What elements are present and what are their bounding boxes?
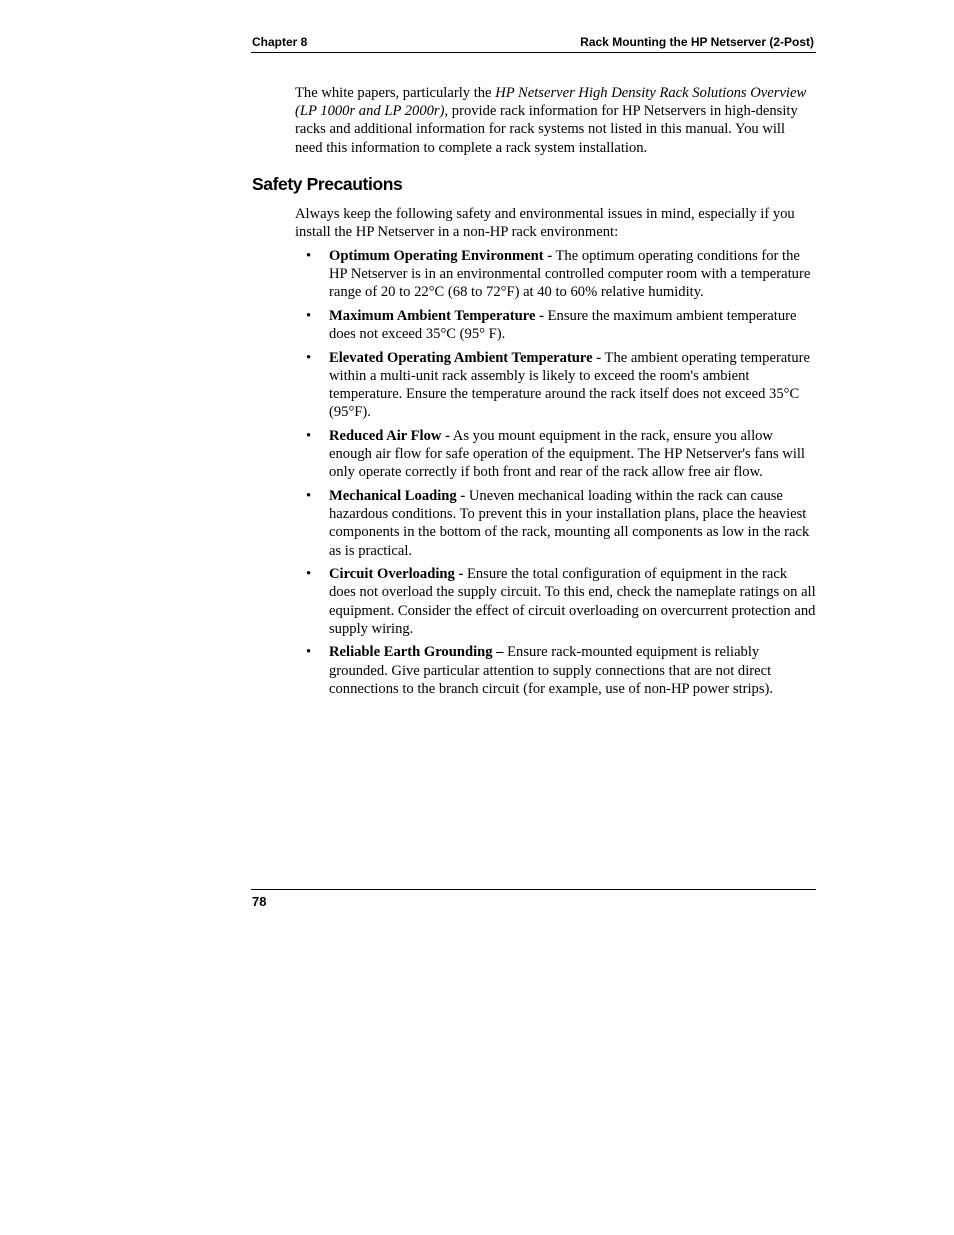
item-title: Maximum Ambient Temperature - <box>329 308 544 324</box>
white-paper-title: HP Netserver High Density Rack Solutions Overview (LP 1000r and LP 2000r) <box>295 85 807 120</box>
bullet-icon: • <box>306 308 312 324</box>
item-text: The ambient operating temperature within a multi-unit rack assembly is likely to exceed the room's ambient temperature. Ensure the temperature around the rack itself does not exceed 35°C (95°F). <box>329 349 810 421</box>
item-title: Reduced Air Flow - <box>329 428 450 444</box>
list-item <box>295 487 817 560</box>
item-text: Ensure rack-mounted equipment is reliably grounded. Give particular attention to supply connections that are not direct connections to the branch circuit (for example, use of non-HP power strips). <box>329 644 774 697</box>
list-item <box>295 427 817 482</box>
item-text: Uneven mechanical loading within the rack can cause hazardous conditions. To prevent this in your installation plans, place the heaviest components in the bottom of the rack, mounting all components as low in the rack as is practical. <box>329 488 810 559</box>
bullet-icon: • <box>306 349 312 366</box>
list-item <box>295 643 817 698</box>
bullet-icon: • <box>306 566 312 583</box>
item-title: Optimum Operating Environment - <box>329 248 553 264</box>
intro-lead-text: The white papers, particularly the <box>295 85 496 101</box>
bullet-icon: • <box>306 488 312 504</box>
item-title: Elevated Operating Ambient Temperature - <box>329 349 602 366</box>
page-header <box>251 34 816 53</box>
page-number: 78 <box>252 894 267 909</box>
chapter-label: Chapter 8 <box>252 35 308 49</box>
bullet-icon: • <box>306 644 312 661</box>
section-heading: Safety Precautions <box>252 174 403 194</box>
item-text: The optimum operating conditions for the HP Netserver is in an environmental controlled computer room with a temperature range of 20 to 22°C (68 to 72°F) at 40 to 60% relative humidity. <box>329 248 811 301</box>
item-title: Circuit Overloading - <box>329 566 464 583</box>
item-title: Reliable Earth Grounding – <box>329 644 504 661</box>
item-text: Ensure the total configuration of equipment in the rack does not overload the supply circuit. To this end, check the nameplate ratings on all equipment. Consider the effect of circuit overloading on overcurrent protection and supply wiring. <box>329 566 816 637</box>
running-title: Rack Mounting the HP Netserver (2-Post) <box>580 35 814 49</box>
intro-rest-text: , provide rack information for HP Netservers in high-density racks and additional information for rack systems not listed in this manual. You will need this information to complete a rack system installation. <box>295 103 798 156</box>
item-text: As you mount equipment in the rack, ensure you allow enough air flow for safe operation of the equipment. The HP Netserver's fans will only operate correctly if both front and rear of the rack allow free air flow. <box>329 428 805 481</box>
safety-precautions-list <box>295 247 817 703</box>
list-item <box>295 349 817 422</box>
list-item <box>295 565 817 638</box>
list-item <box>295 247 817 302</box>
bullet-icon: • <box>306 428 312 444</box>
item-title: Mechanical Loading - <box>329 488 466 504</box>
intro-paragraph <box>295 84 815 157</box>
list-item <box>295 307 817 343</box>
item-text: Ensure the maximum ambient temperature does not exceed 35°C (95° F). <box>329 308 797 343</box>
bullet-icon: • <box>306 248 312 264</box>
page-footer <box>251 889 816 909</box>
section-lead-paragraph: Always keep the following safety and environmental issues in mind, especially if you install the HP Netserver in a non-HP rack environment: <box>295 206 795 241</box>
